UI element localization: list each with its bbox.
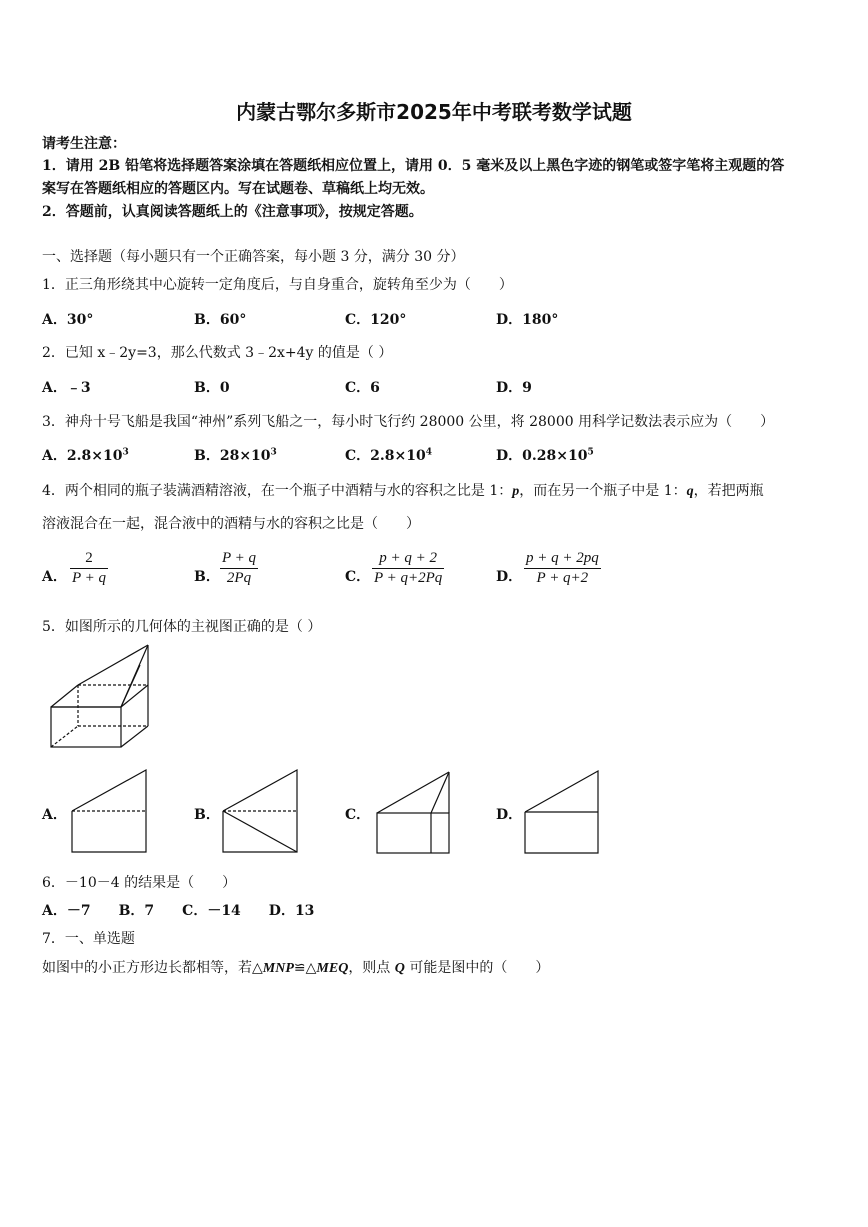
q2-option-d: D．9 bbox=[496, 380, 532, 396]
q4-option-d-fraction: $\frac{p + q + 2pq}{P + q+2}$ bbox=[526, 550, 599, 586]
q2-option-b: B．0 bbox=[194, 380, 230, 396]
q4-option-a-label: A． bbox=[42, 569, 67, 585]
q5-option-d-label: D． bbox=[496, 807, 523, 823]
q5-option-a-label: A． bbox=[42, 807, 67, 823]
q7-text: 如图中的小正方形边长都相等，若△MNP≌△MEQ，则点 Q 可能是图中的（ ） bbox=[42, 960, 550, 976]
q2-option-c: C．6 bbox=[345, 380, 380, 396]
q5-option-b-label: B． bbox=[194, 807, 220, 823]
q3-option-a: A．$2.8\times 10^3$ bbox=[42, 447, 129, 464]
q3-stem: 3．神舟十号飞船是我国“神州”系列飞船之一，每小时飞行约 28000 公里，将 28000 用科学记数法表示应为（ ） bbox=[42, 414, 775, 430]
q4-option-c-fraction: $\frac{p + q + 2}{P + q+2Pq}$ bbox=[374, 550, 443, 586]
q1-option-c: C．120° bbox=[345, 312, 407, 328]
q4-option-b-label: B． bbox=[194, 569, 220, 585]
q3-option-b: B．$28\times 10^3$ bbox=[194, 447, 277, 464]
q1-option-a: A．30° bbox=[42, 312, 94, 328]
q1-stem: 1．正三角形绕其中心旋转一定角度后，与自身重合，旋转角至少为（ ） bbox=[42, 277, 513, 293]
q4-option-a-fraction: $\frac{2}{P + q}$ bbox=[72, 550, 107, 586]
notice-line-1a: 1．请用 2B 铅笔将选择题答案涂填在答题纸相应位置上，请用 0．5 毫米及以上黑色字迹的钢笔或签字笔将主观题的答 bbox=[42, 158, 785, 174]
notice-line-2: 2．答题前，认真阅读答题纸上的《注意事项》，按规定答题。 bbox=[42, 204, 423, 220]
page-title: 内蒙古鄂尔多斯市2025年中考联考数学试题 bbox=[236, 100, 632, 124]
q4-option-c-label: C． bbox=[345, 569, 371, 585]
notice-line-1b: 案写在答题纸相应的答题区内。写在试题卷、草稿纸上均无效。 bbox=[42, 181, 434, 197]
q3-option-c: C．$2.8\times 10^4$ bbox=[345, 447, 432, 464]
q6-options: A．－7 B．7 C．－14 D．13 bbox=[42, 903, 315, 919]
q4-stem-line-1: 4．两个相同的瓶子装满酒精溶液，在一个瓶子中酒精与水的容积之比是 1：p，而在另一个瓶子中是 1：q，若把两瓶 bbox=[42, 483, 764, 499]
q6-stem: 6．－10－4 的结果是（ ） bbox=[42, 875, 237, 891]
q4-option-b-fraction: $\frac{P + q}{2Pq}$ bbox=[222, 550, 257, 586]
q2-stem: 2．已知 x﹣2y=3，那么代数式 3﹣2x+4y 的值是（ ） bbox=[42, 345, 393, 361]
notice-heading: 请考生注意： bbox=[42, 136, 126, 152]
q2-option-a: A．﹣3 bbox=[42, 380, 91, 396]
q5-option-c-label: C． bbox=[345, 807, 371, 823]
q1-option-d: D．180° bbox=[496, 312, 559, 328]
q7-stem: 7．一、单选题 bbox=[42, 931, 135, 947]
q1-option-b: B．60° bbox=[194, 312, 247, 328]
q4-stem-line-2: 溶液混合在一起，混合液中的酒精与水的容积之比是（ ） bbox=[42, 516, 420, 532]
q5-stem: 5．如图所示的几何体的主视图正确的是（ ） bbox=[42, 619, 322, 635]
q4-option-d-label: D． bbox=[496, 569, 523, 585]
q3-option-d: D．$0.28\times 10^5$ bbox=[496, 447, 594, 464]
section-heading: 一、选择题（每小题只有一个正确答案，每小题 3 分，满分 30 分） bbox=[42, 249, 465, 265]
